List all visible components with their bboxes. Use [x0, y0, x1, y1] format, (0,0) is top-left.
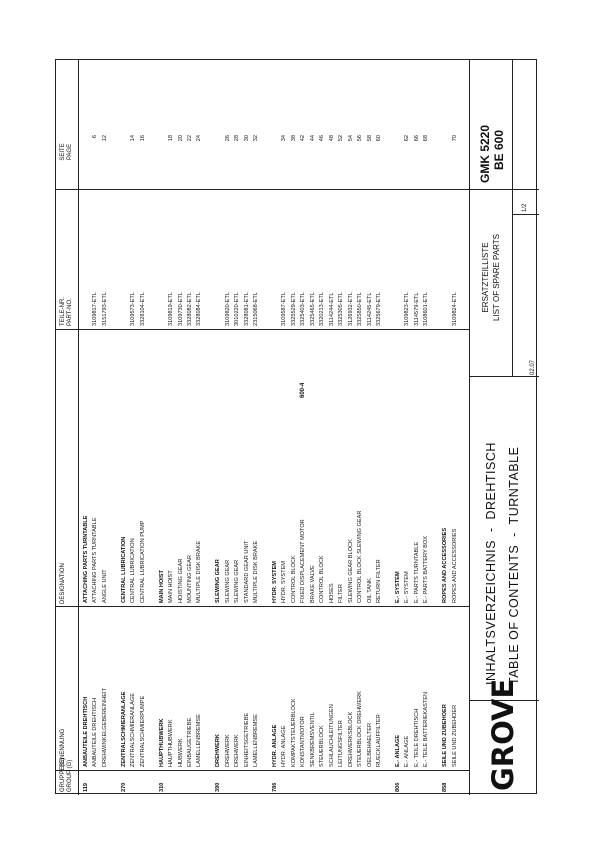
designation-cell: CONTROL BLOCK — [290, 555, 297, 603]
part-no-cell: 3114244-ETL — [328, 292, 335, 326]
designation-cell: ATTACHING PARTS TURNTABLE — [92, 517, 99, 603]
page-cell: 30 — [243, 135, 250, 142]
part-no-cell: 3325850-ETL — [357, 292, 364, 326]
designation-cell: RETURN FILTER — [375, 559, 382, 603]
table-row — [102, 60, 109, 795]
part-no-cell: 3328104-ETL — [139, 292, 146, 326]
part-no-cell: 3109820-ETL — [224, 292, 231, 326]
designation-cell: HYDR. SYSTEM — [272, 561, 278, 603]
page-cell: 28 — [234, 135, 241, 142]
document-reference: 600-4 — [300, 382, 306, 398]
designation-cell: BRAKE VALVE — [309, 565, 316, 603]
page-cell: 62 — [404, 135, 411, 142]
table-row — [196, 60, 203, 795]
table-row — [442, 60, 449, 795]
page-cell: 44 — [309, 135, 316, 142]
benennung-cell: KONSTANTMOTOR — [300, 716, 307, 767]
designation-cell: E.- SYSTEM — [394, 571, 401, 603]
table-row — [225, 60, 232, 795]
page-cell: 70 — [451, 135, 458, 142]
table-row — [215, 60, 222, 795]
table-row — [367, 60, 374, 795]
title-block — [469, 60, 539, 795]
group-cell: 806 — [394, 782, 401, 792]
part-no-cell: 3109730-ETL — [177, 292, 184, 326]
designation-cell: CONTROL BLOCK SLEWING GEAR — [357, 510, 364, 603]
benennung-cell: DREHWERK — [224, 734, 231, 767]
part-no-cell: 3126932-ETL — [347, 292, 354, 326]
designation-cell: MULTIPLE DISK BRAKE — [196, 540, 203, 603]
contents-sheet — [55, 59, 537, 794]
designation-cell: E.- PARTS TURNTABLE — [413, 541, 420, 603]
part-no-cell: 3325305-ETL — [338, 292, 345, 326]
part-no-cell: 3328082-ETL — [186, 292, 193, 326]
table-row — [357, 60, 364, 795]
benennung-cell: ANBAUTEILE DREHTISCH — [83, 696, 89, 767]
designation-cell: CENTRAL LUBRICATION — [120, 536, 127, 603]
designation-cell: FILTER — [338, 584, 345, 603]
title-divider — [470, 376, 539, 377]
page-cell: 6 — [92, 135, 99, 139]
part-no-cell: 3325529-ETL — [290, 292, 297, 326]
title-english: TABLE OF CONTENTS - TURNTABLE — [507, 446, 521, 685]
benennung-cell: KOMPAKTSTEUERBLOCK — [290, 698, 297, 767]
benennung-cell: HYDR. ANLAGE — [281, 725, 288, 767]
table-row — [244, 60, 251, 795]
designation-cell: MULTIPLE DISK BRAKE — [253, 540, 260, 603]
benennung-cell: E.- TEILE BATTERIEKASTEN — [423, 691, 430, 767]
part-no-cell: 3325403-ETL — [300, 292, 307, 326]
table-row — [281, 60, 288, 795]
part-no-cell: 3109824-ETL — [451, 292, 458, 326]
part-no-cell: 3109573-ETL — [130, 292, 137, 326]
benennung-cell: SENKBREMSVENTIL — [309, 712, 316, 767]
model-number: GMK 5220 — [478, 124, 492, 183]
designation-cell: OIL TANK — [366, 578, 373, 603]
designation-cell: CENTRAL LUBRICATION PUMP — [139, 520, 146, 603]
part-no-cell: 3325679-ETL — [375, 292, 382, 326]
part-no-cell: 3109817-ETL — [92, 292, 99, 326]
header-designation: DESIGNATION — [60, 563, 66, 604]
title-divider — [470, 189, 539, 190]
header-benennung: BENENNUNG — [60, 728, 66, 767]
designation-cell: ATTACHING PARTS TURNTABLE — [83, 515, 89, 603]
benennung-cell: SCHLAUCHLEITUNGEN — [328, 704, 335, 767]
part-no-cell: 3109819-ETL — [168, 292, 175, 326]
benennung-cell: HUBWERK — [177, 738, 184, 767]
group-cell: 858 — [442, 782, 449, 792]
model-subnumber: BE 600 — [492, 129, 506, 170]
page-cell: 52 — [338, 135, 345, 142]
table-row — [187, 60, 194, 795]
part-no-cell: 3114245-ETL — [366, 292, 373, 326]
group-cell: 310 — [158, 782, 165, 792]
benennung-cell: DREHWERK — [215, 734, 222, 767]
designation-cell: E.- SYSTEM — [404, 571, 411, 603]
table-row — [395, 60, 402, 795]
table-row — [140, 60, 147, 795]
part-no-cell: 3108601-ETL — [423, 292, 430, 326]
designation-cell: STANDARD GEAR UNIT — [243, 540, 250, 603]
designation-cell: SLEWING GEAR — [234, 559, 241, 603]
table-row — [178, 60, 185, 795]
designation-cell: SLEWING GEAR — [224, 559, 231, 603]
benennung-cell: ZENTRALSCHMIERPUMPE — [139, 695, 146, 767]
table-row — [291, 60, 298, 795]
table-row — [404, 60, 411, 795]
table-row — [414, 60, 421, 795]
benennung-cell: LAMELLENBREMSE — [253, 714, 260, 767]
table-row — [433, 60, 440, 795]
table-row — [149, 60, 156, 795]
designation-cell: E.- PARTS BATTERY BOX — [423, 536, 430, 603]
benennung-cell: HYDR. ANLAGE — [272, 724, 278, 767]
page-cell: 48 — [328, 135, 335, 142]
benennung-cell: EINHEITSGETRIEBE — [243, 712, 250, 767]
table-row — [423, 60, 430, 795]
issue-date: 02.07 — [530, 359, 536, 375]
designation-cell: SLEWING GEAR BLOCK — [347, 539, 354, 603]
title-divider — [512, 214, 539, 215]
table-row — [329, 60, 336, 795]
page-cell: 20 — [177, 135, 184, 142]
designation-cell: ANGLE UNIT — [101, 569, 108, 603]
page-cell: 18 — [168, 135, 175, 142]
title-german: INHALTSVERZEICHNIS - DREHTISCH — [484, 442, 498, 685]
page-cell: 68 — [423, 135, 430, 142]
page-cell: 66 — [413, 135, 420, 142]
table-row — [310, 60, 317, 795]
table-row — [111, 60, 118, 795]
page-cell: 58 — [366, 135, 373, 142]
table-row — [130, 60, 137, 795]
part-no-cell: 3151793-ETL — [101, 292, 108, 326]
table-row — [300, 60, 307, 795]
page-cell: 34 — [281, 135, 288, 142]
page-cell: 56 — [357, 135, 364, 142]
table-row — [385, 60, 392, 795]
group-cell: 390 — [215, 782, 222, 792]
page-cell: 26 — [224, 135, 231, 142]
rotated-sheet — [56, 60, 538, 795]
page-cell: 14 — [130, 135, 137, 142]
group-cell: 119 — [83, 782, 89, 792]
benennung-cell: ZENTRALSCHMIERANLAGE — [120, 691, 127, 767]
page-cell: 32 — [253, 135, 260, 142]
designation-cell: ROPES AND ACCESSORIES — [442, 527, 449, 603]
header-page: SEITE PAGE — [60, 143, 73, 161]
table-row — [272, 60, 279, 795]
title-divider — [512, 60, 513, 377]
benennung-cell: EINBAUGETRIEBE — [186, 717, 193, 767]
designation-cell: CONTROL BLOCK — [319, 555, 326, 603]
page-cell: 22 — [186, 135, 193, 142]
designation-cell: FIXED DISPLACEMENT MOTOR — [300, 519, 307, 603]
benennung-cell: LEITUNGSFILTER — [338, 720, 345, 767]
page-cell: 42 — [300, 135, 307, 142]
page-cell: 60 — [375, 135, 382, 142]
table-row — [168, 60, 175, 795]
table-row — [452, 60, 459, 795]
grove-logo: GROVE — [486, 678, 520, 791]
benennung-cell: STEUERBLOCK DREHWERK — [357, 691, 364, 767]
list-title-english: LIST OF SPARE PARTS — [492, 234, 501, 321]
page-cell: 46 — [319, 135, 326, 142]
part-no-cell: 3320213-ETL — [319, 292, 326, 326]
page-cell: 16 — [139, 135, 146, 142]
table-header — [56, 60, 79, 795]
designation-cell: HOSES — [328, 583, 335, 603]
benennung-cell: DREHWERKSBLOCK — [347, 711, 354, 767]
benennung-cell: OELBEHAELTER — [366, 722, 373, 767]
benennung-cell: HAUPTHUBWERK — [158, 718, 165, 767]
designation-cell: MAIN HOIST — [158, 570, 165, 603]
table-row — [234, 60, 241, 795]
designation-cell: SLEWING GEAR — [215, 559, 222, 603]
benennung-cell: LAMELLENBREMSE — [196, 714, 203, 767]
benennung-cell: SEILE UND ZUBEHOER — [442, 704, 449, 767]
part-no-cell: 3114579-ETL — [413, 292, 420, 326]
benennung-cell: STEUERBLOCK — [319, 725, 326, 767]
list-title-german: ERSATZTEILLISTE — [481, 242, 490, 313]
designation-cell: ROPES AND ACCESSORIES — [451, 528, 458, 603]
part-no-cell: 3010220-ETL — [234, 292, 241, 326]
table-row — [159, 60, 166, 795]
benennung-cell: E.- TEILE DREHTISCH — [413, 708, 420, 767]
group-cell: 270 — [120, 782, 127, 792]
table-row — [319, 60, 326, 795]
benennung-cell: SEILE UND ZUBEHOER — [451, 704, 458, 767]
designation-cell: CENTRAL LUBRICATION — [130, 538, 137, 603]
page-cell: 54 — [347, 135, 354, 142]
header-part-no: TEILE-NR. PART-NO. — [60, 296, 73, 326]
part-no-cell: 3109587-ETL — [281, 292, 288, 326]
designation-cell: HOISTING GEAR — [177, 558, 184, 603]
part-no-cell: 3328084-ETL — [196, 292, 203, 326]
group-cell: 786 — [272, 782, 278, 792]
designation-cell: HYDR. SYSTEM — [281, 561, 288, 603]
table-row — [338, 60, 345, 795]
benennung-cell: HAUPTHUBWERK — [168, 719, 175, 767]
benennung-cell: E.- ANLAGE — [394, 734, 401, 767]
benennung-cell: DREHWERK — [234, 734, 241, 767]
benennung-cell: DREHWINKELGEBEREINHEIT — [101, 688, 108, 767]
table-row — [348, 60, 355, 795]
sheet-number: 1/2 — [522, 203, 528, 212]
table-row — [376, 60, 383, 795]
designation-cell: MAIN HOIST — [168, 570, 175, 603]
benennung-cell: E.- ANLAGE — [404, 735, 411, 767]
table-row — [253, 60, 260, 795]
table-row — [206, 60, 213, 795]
part-no-cell: 3325465-ETL — [309, 292, 316, 326]
table-row — [92, 60, 99, 795]
header-group: GRUPPE(G) GROUP (G) — [60, 757, 73, 792]
designation-cell: MOUNTING GEAR — [186, 555, 193, 603]
page-cell: 38 — [290, 135, 297, 142]
table-row — [263, 60, 270, 795]
page-cell: 12 — [101, 135, 108, 142]
benennung-cell: RUECKLAUFFILTER — [375, 714, 382, 767]
benennung-cell: ANBAUTEILE DREHTISCH — [92, 697, 99, 767]
logo-box — [470, 678, 539, 795]
benennung-cell: ZENTRALSCHMIERANLAGE — [130, 693, 137, 767]
part-no-cell: 2315068-ETL — [253, 292, 260, 326]
table-row — [121, 60, 128, 795]
page-cell: 24 — [196, 135, 203, 142]
part-no-cell: 3328081-ETL — [243, 292, 250, 326]
part-no-cell: 3109823-ETL — [404, 292, 411, 326]
table-row — [83, 60, 90, 795]
